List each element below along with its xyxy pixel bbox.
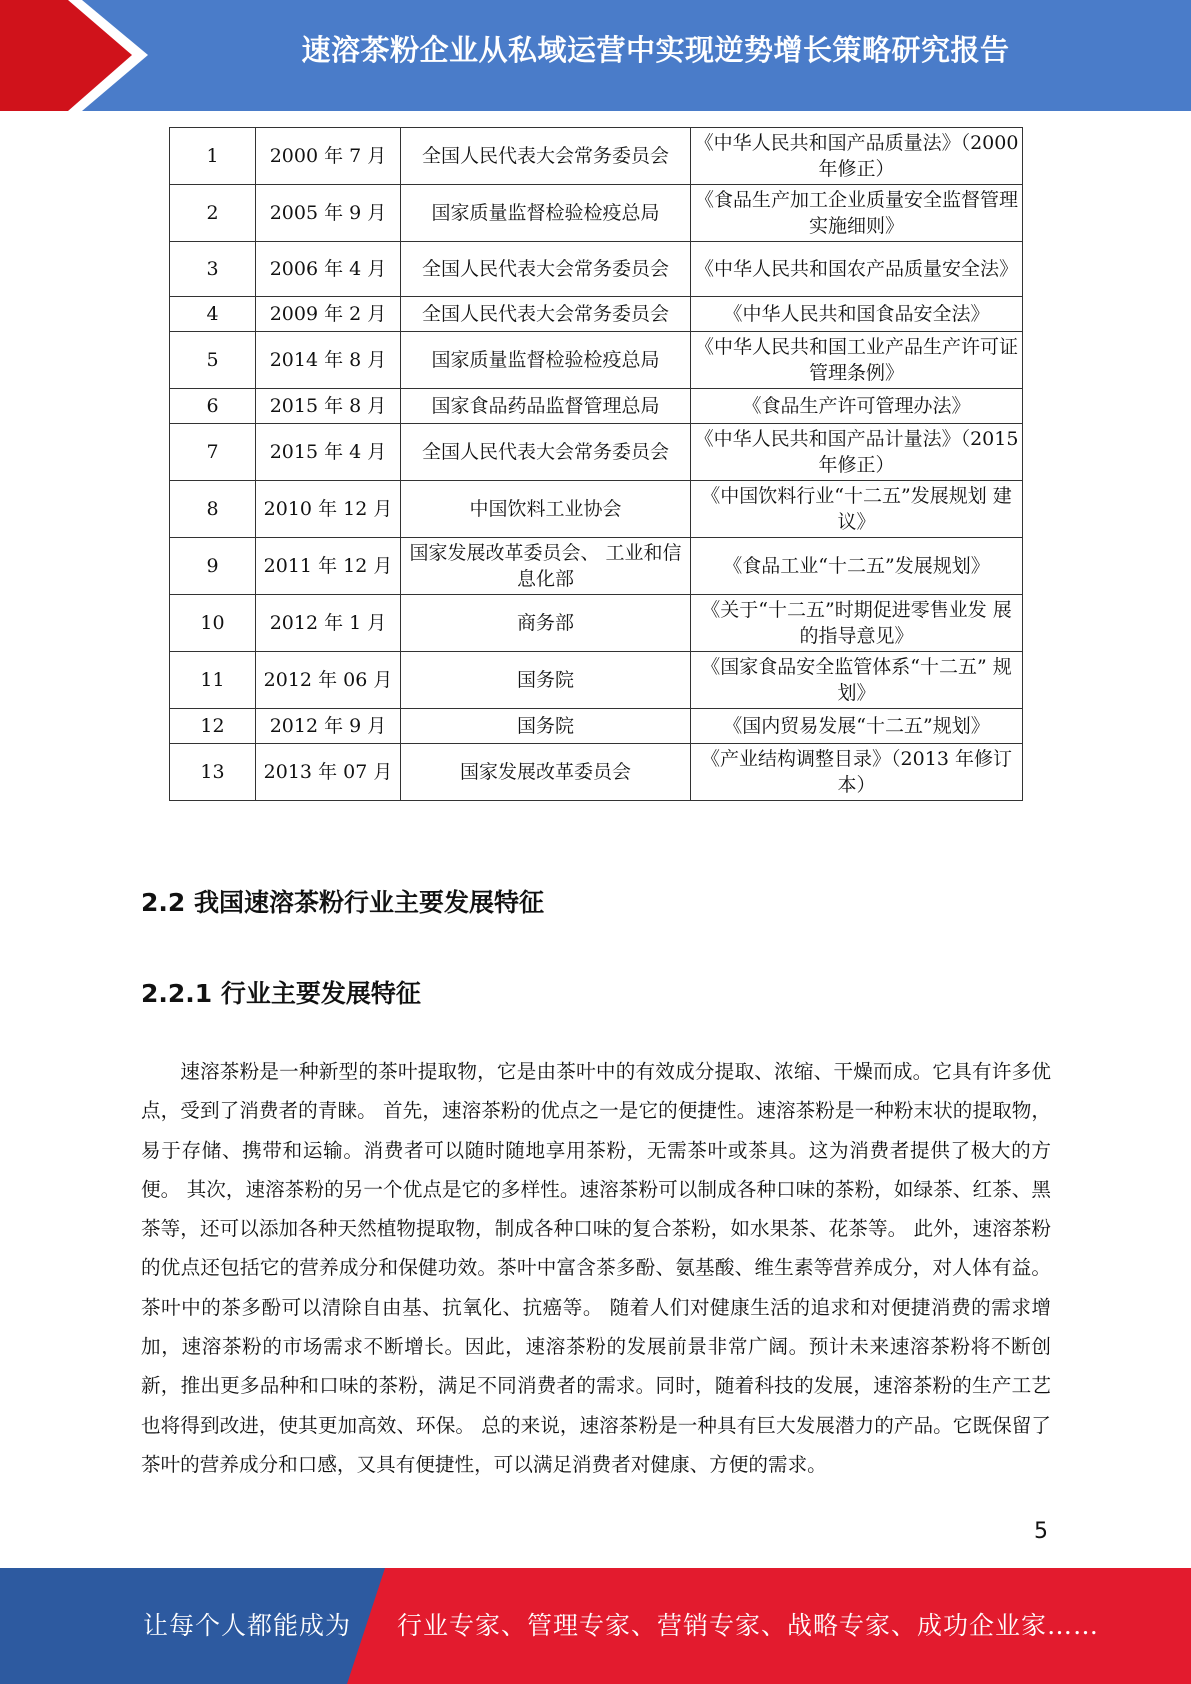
cell-agency: 国家发展改革委员会、 工业和信息化部 xyxy=(401,538,691,595)
cell-agency: 中国饮料工业协会 xyxy=(401,481,691,538)
cell-date: 2015 年 8 月 xyxy=(256,389,401,424)
cell-number: 9 xyxy=(170,538,256,595)
cell-date: 2010 年 12 月 xyxy=(256,481,401,538)
cell-date: 2000 年 7 月 xyxy=(256,128,401,185)
table-row xyxy=(170,538,1023,595)
table-row xyxy=(170,389,1023,424)
cell-agency: 全国人民代表大会常务委员会 xyxy=(401,128,691,185)
cell-agency: 国家食品药品监督管理总局 xyxy=(401,389,691,424)
cell-number: 12 xyxy=(170,709,256,744)
cell-document: 《中国饮料行业“十二五”发展规划 建议》 xyxy=(691,481,1023,538)
table-row xyxy=(170,242,1023,297)
footer-slogan-left: 让每个人都能成为 xyxy=(143,1611,352,1640)
cell-date: 2012 年 06 月 xyxy=(256,652,401,709)
cell-number: 7 xyxy=(170,424,256,481)
cell-agency: 全国人民代表大会常务委员会 xyxy=(401,297,691,332)
cell-agency: 国务院 xyxy=(401,709,691,744)
cell-document: 《国家食品安全监管体系“十二五” 规划》 xyxy=(691,652,1023,709)
table-row xyxy=(170,424,1023,481)
table-row xyxy=(170,185,1023,242)
cell-document: 《食品生产许可管理办法》 xyxy=(691,389,1023,424)
cell-date: 2012 年 1 月 xyxy=(256,595,401,652)
cell-agency: 国家质量监督检验检疫总局 xyxy=(401,185,691,242)
cell-number: 3 xyxy=(170,242,256,297)
table-row xyxy=(170,297,1023,332)
body-paragraph: 速溶茶粉是一种新型的茶叶提取物，它是由茶叶中的有效成分提取、浓缩、干燥而成。它具有许多优点，受到了消费者的青睐。 首先，速溶茶粉的优点之一是它的便捷性。速溶茶粉是一种粉末状的提取物，易于存储、携带和运输。消费者可以随时随地享用茶粉，无需茶叶或茶具。这为消费者提供了极大的方便。 其次，速溶茶粉的另一个优点是它的多样性。速溶茶粉可以制成各种口味的茶粉，如绿茶、红茶、黑茶等，还可以添加各种天然植物提取物，制成各种口味的复合茶粉，如水果茶、花茶等。 此外，速溶茶粉的优点还包括它的营养成分和保健功效。茶叶中富含茶多酚、氨基酸、维生素等营养成分，对人体有益。茶叶中的茶多酚可以清除自由基、抗氧化、抗癌等。 随着人们对健康生活的追求和对便捷消费的需求增加，速溶茶粉的市场需求不断增长。因此，速溶茶粉的发展前景非常广阔。预计未来速溶茶粉将不断创新，推出更多品种和口味的茶粉，满足不同消费者的需求。同时，随着科技的发展，速溶茶粉的生产工艺也将得到改进，使其更加高效、环保。 总的来说，速溶茶粉是一种具有巨大发展潜力的产品。它既保留了茶叶的营养成分和口感，又具有便捷性，可以满足消费者对健康、方便的需求。 xyxy=(141,1060,1051,1476)
cell-agency: 全国人民代表大会常务委员会 xyxy=(401,242,691,297)
footer-slogan-right: 行业专家、管理专家、营销专家、战略专家、成功企业家…… xyxy=(397,1611,1100,1640)
page-header xyxy=(0,0,1191,111)
table-row xyxy=(170,744,1023,801)
cell-document: 《中华人民共和国产品质量法》（2000 年修正） xyxy=(691,128,1023,185)
cell-agency: 国家质量监督检验检疫总局 xyxy=(401,332,691,389)
page-footer xyxy=(0,1568,1191,1684)
table-row xyxy=(170,481,1023,538)
cell-number: 6 xyxy=(170,389,256,424)
cell-agency: 国家发展改革委员会 xyxy=(401,744,691,801)
cell-agency: 商务部 xyxy=(401,595,691,652)
cell-agency: 全国人民代表大会常务委员会 xyxy=(401,424,691,481)
cell-document: 《关于“十二五”时期促进零售业发 展的指导意见》 xyxy=(691,595,1023,652)
table-row xyxy=(170,652,1023,709)
table-row xyxy=(170,128,1023,185)
section-heading: 2.2 我国速溶茶粉行业主要发展特征 xyxy=(141,888,544,917)
cell-date: 2006 年 4 月 xyxy=(256,242,401,297)
cell-number: 11 xyxy=(170,652,256,709)
cell-number: 5 xyxy=(170,332,256,389)
cell-number: 8 xyxy=(170,481,256,538)
cell-number: 1 xyxy=(170,128,256,185)
cell-number: 13 xyxy=(170,744,256,801)
cell-document: 《食品生产加工企业质量安全监督管理实施细则》 xyxy=(691,185,1023,242)
cell-number: 2 xyxy=(170,185,256,242)
cell-document: 《中华人民共和国农产品质量安全法》 xyxy=(691,242,1023,297)
table-row xyxy=(170,332,1023,389)
cell-date: 2009 年 2 月 xyxy=(256,297,401,332)
cell-agency: 国务院 xyxy=(401,652,691,709)
cell-document: 《中华人民共和国工业产品生产许可证管理条例》 xyxy=(691,332,1023,389)
subsection-heading: 2.2.1 行业主要发展特征 xyxy=(141,979,421,1008)
page-number: 5 xyxy=(1034,1519,1048,1544)
cell-document: 《中华人民共和国食品安全法》 xyxy=(691,297,1023,332)
table-row xyxy=(170,595,1023,652)
cell-document: 《国内贸易发展“十二五”规划》 xyxy=(691,709,1023,744)
cell-date: 2005 年 9 月 xyxy=(256,185,401,242)
report-title: 速溶茶粉企业从私域运营中实现逆势增长策略研究报告 xyxy=(301,33,1010,67)
cell-document: 《食品工业“十二五”发展规划》 xyxy=(691,538,1023,595)
regulation-table xyxy=(169,127,1023,801)
cell-document: 《中华人民共和国产品计量法》（2015 年修正） xyxy=(691,424,1023,481)
cell-date: 2015 年 4 月 xyxy=(256,424,401,481)
cell-date: 2014 年 8 月 xyxy=(256,332,401,389)
cell-number: 4 xyxy=(170,297,256,332)
table-row xyxy=(170,709,1023,744)
cell-date: 2012 年 9 月 xyxy=(256,709,401,744)
cell-document: 《产业结构调整目录》（2013 年修订本） xyxy=(691,744,1023,801)
cell-number: 10 xyxy=(170,595,256,652)
cell-date: 2013 年 07 月 xyxy=(256,744,401,801)
cell-date: 2011 年 12 月 xyxy=(256,538,401,595)
